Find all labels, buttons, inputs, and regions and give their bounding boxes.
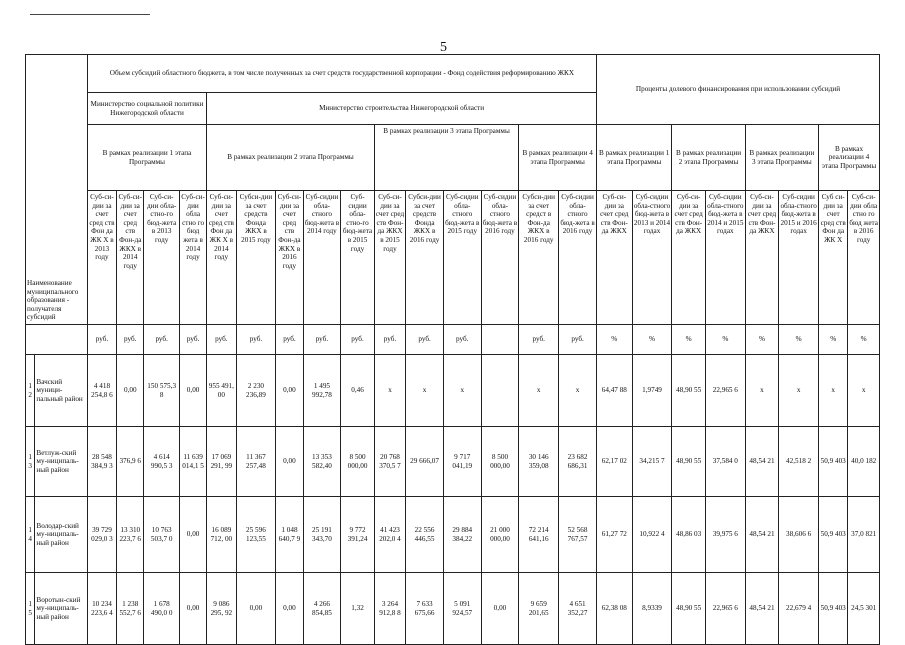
- value-cell: 50,9 403: [819, 427, 848, 497]
- value-cell: 28 548 384,9 3: [87, 427, 116, 497]
- value-cell: 21 000 000,00: [481, 497, 519, 573]
- column-header: Суб-сидии обла-стного бюд-жета в 2013 и 2014 годах: [632, 191, 672, 325]
- unit-cell: %: [745, 325, 779, 355]
- value-cell: 24,5 301: [848, 573, 880, 645]
- value-cell: 62,17 02: [597, 427, 633, 497]
- unit-cell: руб.: [236, 325, 276, 355]
- column-header: Суб си-дии за счет сред ств Фон да ЖК Х: [819, 191, 848, 325]
- value-cell: 48,86 03: [672, 497, 706, 573]
- value-cell: 52 568 767,57: [559, 497, 597, 573]
- value-cell: 40,0 182: [848, 427, 880, 497]
- column-header: Суб-си-дии за счет сред ств Фон да ЖК Х в 2013 году: [87, 191, 116, 325]
- value-cell: 29 666,07: [406, 427, 444, 497]
- value-cell: 48,54 21: [745, 573, 779, 645]
- unit-cell: руб.: [87, 325, 116, 355]
- value-cell: 41 423 202,0 4: [374, 497, 405, 573]
- value-cell: 9 086 295, 92: [207, 573, 236, 645]
- value-cell: 17 069 291, 99: [207, 427, 236, 497]
- value-cell: x: [819, 355, 848, 427]
- value-cell: 13 353 582,40: [303, 427, 341, 497]
- table-row: [26, 573, 880, 645]
- column-header: Суб-си-дии за счет сред ств Фон-да ЖКХ в 2014 году: [117, 191, 144, 325]
- municipality-name: Володар-ский му-ниципаль-ный район: [35, 497, 87, 573]
- header-volume: Объем субсидий областного бюджета, в том числе полученных за счет средств государственной корпорации - Фонд содействия реформированию ЖКХ: [87, 55, 596, 93]
- value-cell: 72 214 641,16: [519, 497, 559, 573]
- value-cell: 39,975 6: [705, 497, 745, 573]
- value-cell: 48,90 55: [672, 427, 706, 497]
- column-header: Субси-дии за счет средств Фонда ЖКХ в 2015 году: [236, 191, 276, 325]
- value-cell: 3 264 912,8 8: [374, 573, 405, 645]
- municipality-name: Вачский муници-пальный район: [35, 355, 87, 427]
- value-cell: 13 310 223,7 6: [117, 497, 144, 573]
- value-cell: 11 639 014,1 5: [179, 427, 206, 497]
- unit-cell: руб.: [144, 325, 180, 355]
- value-cell: 9 772 391,24: [341, 497, 375, 573]
- value-cell: 50,9 403: [819, 497, 848, 573]
- value-cell: x: [848, 355, 880, 427]
- value-cell: 8,9339: [632, 573, 672, 645]
- value-cell: 34,215 7: [632, 427, 672, 497]
- row-number: 1 2: [26, 355, 35, 427]
- value-cell: 50,9 403: [819, 573, 848, 645]
- value-cell: 9 659 201,65: [519, 573, 559, 645]
- value-cell: 48,90 55: [672, 355, 706, 427]
- municipality-name: Воротын-ский му-ниципаль-ный район: [35, 573, 87, 645]
- value-cell: 4 266 854,85: [303, 573, 341, 645]
- column-header: Суб-сидии обла-стно-го бюд-жета в 2015 году: [341, 191, 375, 325]
- value-cell: 22 556 446,55: [406, 497, 444, 573]
- value-cell: 9 717 041,19: [443, 427, 481, 497]
- column-header: Суб-сидии обла-стного бюд-жета в 2015 и 2016 годах: [779, 191, 819, 325]
- value-cell: 1,9749: [632, 355, 672, 427]
- column-header: Субси-дии за счет средст в Фон-да ЖКХ в 2016 году: [519, 191, 559, 325]
- column-header: Суб-сидии обла-стного бюд-жета в 2014 году: [303, 191, 341, 325]
- column-header: Суб-си-дии за счет сред ств Фон-да ЖКХ в 2015 году: [374, 191, 405, 325]
- column-header: Суб-си-дии за счет сред ств Фон-да ЖКХ в 2016 году: [276, 191, 303, 325]
- unit-cell: %: [779, 325, 819, 355]
- value-cell: 48,90 55: [672, 573, 706, 645]
- header-stage4: В рамках реализации 4 этапа Программы: [519, 125, 597, 191]
- value-cell: 4 651 352,27: [559, 573, 597, 645]
- value-cell: 10,922 4: [632, 497, 672, 573]
- value-cell: 22,965 6: [705, 573, 745, 645]
- value-cell: x: [779, 355, 819, 427]
- unit-cell: руб.: [303, 325, 341, 355]
- column-header: Суб-си-дии обла стно го бюд жета в 2014 году: [179, 191, 206, 325]
- value-cell: 1 495 992,78: [303, 355, 341, 427]
- value-cell: 0,00: [179, 355, 206, 427]
- header-percent: Проценты долевого финансирования при использовании субсидий: [597, 55, 880, 125]
- unit-cell: %: [597, 325, 633, 355]
- header-p-stage3: В рамках реализации 3 этапа Программы: [745, 125, 818, 191]
- value-cell: 4 418 254,8 6: [87, 355, 116, 427]
- unit-cell: руб.: [406, 325, 444, 355]
- column-header: Суб-си-дии за счет сред ств Фон-да ЖКХ: [597, 191, 633, 325]
- value-cell: 2 230 236,89: [236, 355, 276, 427]
- value-cell: 22,965 6: [705, 355, 745, 427]
- value-cell: 1 238 552,7 6: [117, 573, 144, 645]
- municipality-name: Ветлуж-ский му-ниципаль-ный район: [35, 427, 87, 497]
- unit-cell: руб.: [559, 325, 597, 355]
- value-cell: 22,679 4: [779, 573, 819, 645]
- value-cell: 64,47 88: [597, 355, 633, 427]
- unit-cell: руб.: [341, 325, 375, 355]
- value-cell: x: [374, 355, 405, 427]
- top-rule: [30, 14, 150, 15]
- column-header: Субси-дии за счет средств Фонда ЖКХ в 2016 году: [406, 191, 444, 325]
- column-header: Суб-си-дии обла-стно-го бюд-жета в 2013 году: [144, 191, 180, 325]
- column-header: Суб-сидии обла-стного бюд-жета в 2015 году: [443, 191, 481, 325]
- value-cell: 42,518 2: [779, 427, 819, 497]
- unit-cell: руб.: [276, 325, 303, 355]
- value-cell: 0,00: [276, 355, 303, 427]
- value-cell: 30 146 359,08: [519, 427, 559, 497]
- header-ministry-construction: Министерство строительства Нижегородской области: [207, 93, 597, 125]
- column-header: Суб-си-дии за счет сред ств Фон да ЖК Х в 2014 году: [207, 191, 236, 325]
- table-row: [26, 427, 880, 497]
- value-cell: 25 596 123,55: [236, 497, 276, 573]
- unit-cell: %: [632, 325, 672, 355]
- unit-label-cell: [26, 325, 88, 355]
- value-cell: 8 500 000,00: [341, 427, 375, 497]
- subsidy-table: [25, 54, 880, 645]
- value-cell: 39 729 029,0 3: [87, 497, 116, 573]
- column-header: Суб-си-дии обла стно го бюд жета в 2016 году: [848, 191, 880, 325]
- header-ministry-social: Министерство социальной политики Нижегородской области: [87, 93, 206, 125]
- value-cell: 23 682 686,31: [559, 427, 597, 497]
- header-p-stage1: В рамках реализации 1 этапа Программы: [597, 125, 672, 191]
- value-cell: x: [745, 355, 779, 427]
- value-cell: 11 367 257,48: [236, 427, 276, 497]
- value-cell: 25 191 343,70: [303, 497, 341, 573]
- value-cell: 5 091 924,57: [443, 573, 481, 645]
- value-cell: 10 234 223,6 4: [87, 573, 116, 645]
- unit-cell: руб.: [117, 325, 144, 355]
- unit-cell: руб.: [207, 325, 236, 355]
- page-number: 5: [440, 40, 447, 55]
- value-cell: x: [406, 355, 444, 427]
- unit-cell: руб.: [179, 325, 206, 355]
- value-cell: 61,27 72: [597, 497, 633, 573]
- unit-cell: %: [848, 325, 880, 355]
- value-cell: 1,32: [341, 573, 375, 645]
- unit-cell: [481, 325, 519, 355]
- header-municipality: Наименование муниципального образования - получателя субсидий: [26, 55, 88, 325]
- value-cell: 29 884 384,22: [443, 497, 481, 573]
- value-cell: 0,46: [341, 355, 375, 427]
- value-cell: 0,00: [117, 355, 144, 427]
- header-p-stage4: В рамках реализации 4 этапа Программы: [819, 125, 880, 191]
- value-cell: 48,54 21: [745, 427, 779, 497]
- value-cell: 10 763 503,7 0: [144, 497, 180, 573]
- row-number: 1 5: [26, 573, 35, 645]
- row-number: 1 4: [26, 497, 35, 573]
- unit-cell: руб.: [519, 325, 559, 355]
- value-cell: 38,606 6: [779, 497, 819, 573]
- value-cell: x: [443, 355, 481, 427]
- table-row: [26, 355, 880, 427]
- unit-cell: %: [819, 325, 848, 355]
- value-cell: 0,00: [276, 573, 303, 645]
- value-cell: 0,00: [179, 497, 206, 573]
- value-cell: x: [559, 355, 597, 427]
- value-cell: 37,584 0: [705, 427, 745, 497]
- header-p-stage2: В рамках реализации 2 этапа Программы: [672, 125, 745, 191]
- value-cell: 955 491, 00: [207, 355, 236, 427]
- value-cell: 150 575,3 8: [144, 355, 180, 427]
- value-cell: 1 678 490,0 0: [144, 573, 180, 645]
- value-cell: 7 633 675,66: [406, 573, 444, 645]
- header-stage3: В рамках реализации 3 этапа Программы: [374, 125, 519, 191]
- value-cell: x: [519, 355, 559, 427]
- column-header: Суб-си-дии за счет сред ств Фон-да ЖКХ: [745, 191, 779, 325]
- column-header: Суб-сидии обла-стного бюд-жета в 2016 году: [481, 191, 519, 325]
- header-stage1: В рамках реализации 1 этапа Программы: [87, 125, 206, 191]
- unit-cell: руб.: [374, 325, 405, 355]
- unit-cell: руб.: [443, 325, 481, 355]
- value-cell: 62,38 08: [597, 573, 633, 645]
- value-cell: 48,54 21: [745, 497, 779, 573]
- column-header: Суб-си-дии за счет сред ств Фон-да ЖКХ: [672, 191, 706, 325]
- value-cell: 4 614 990,5 3: [144, 427, 180, 497]
- value-cell: 0,00: [179, 573, 206, 645]
- table-row: [26, 497, 880, 573]
- value-cell: 0,00: [276, 427, 303, 497]
- column-header: Суб-сидии обла-стного бюд-жета в 2016 году: [559, 191, 597, 325]
- value-cell: [481, 355, 519, 427]
- value-cell: 376,9 6: [117, 427, 144, 497]
- value-cell: 8 500 000,00: [481, 427, 519, 497]
- value-cell: 0,00: [481, 573, 519, 645]
- value-cell: 1 048 640,7 9: [276, 497, 303, 573]
- header-stage2: В рамках реализации 2 этапа Программы: [207, 125, 375, 191]
- unit-cell: %: [672, 325, 706, 355]
- value-cell: 37,0 821: [848, 497, 880, 573]
- column-header: Суб-сидии обла-стного бюд-жета в 2014 и 2015 годах: [705, 191, 745, 325]
- value-cell: 16 089 712, 00: [207, 497, 236, 573]
- value-cell: 0,00: [236, 573, 276, 645]
- unit-cell: %: [705, 325, 745, 355]
- value-cell: 20 768 370,5 7: [374, 427, 405, 497]
- row-number: 1 3: [26, 427, 35, 497]
